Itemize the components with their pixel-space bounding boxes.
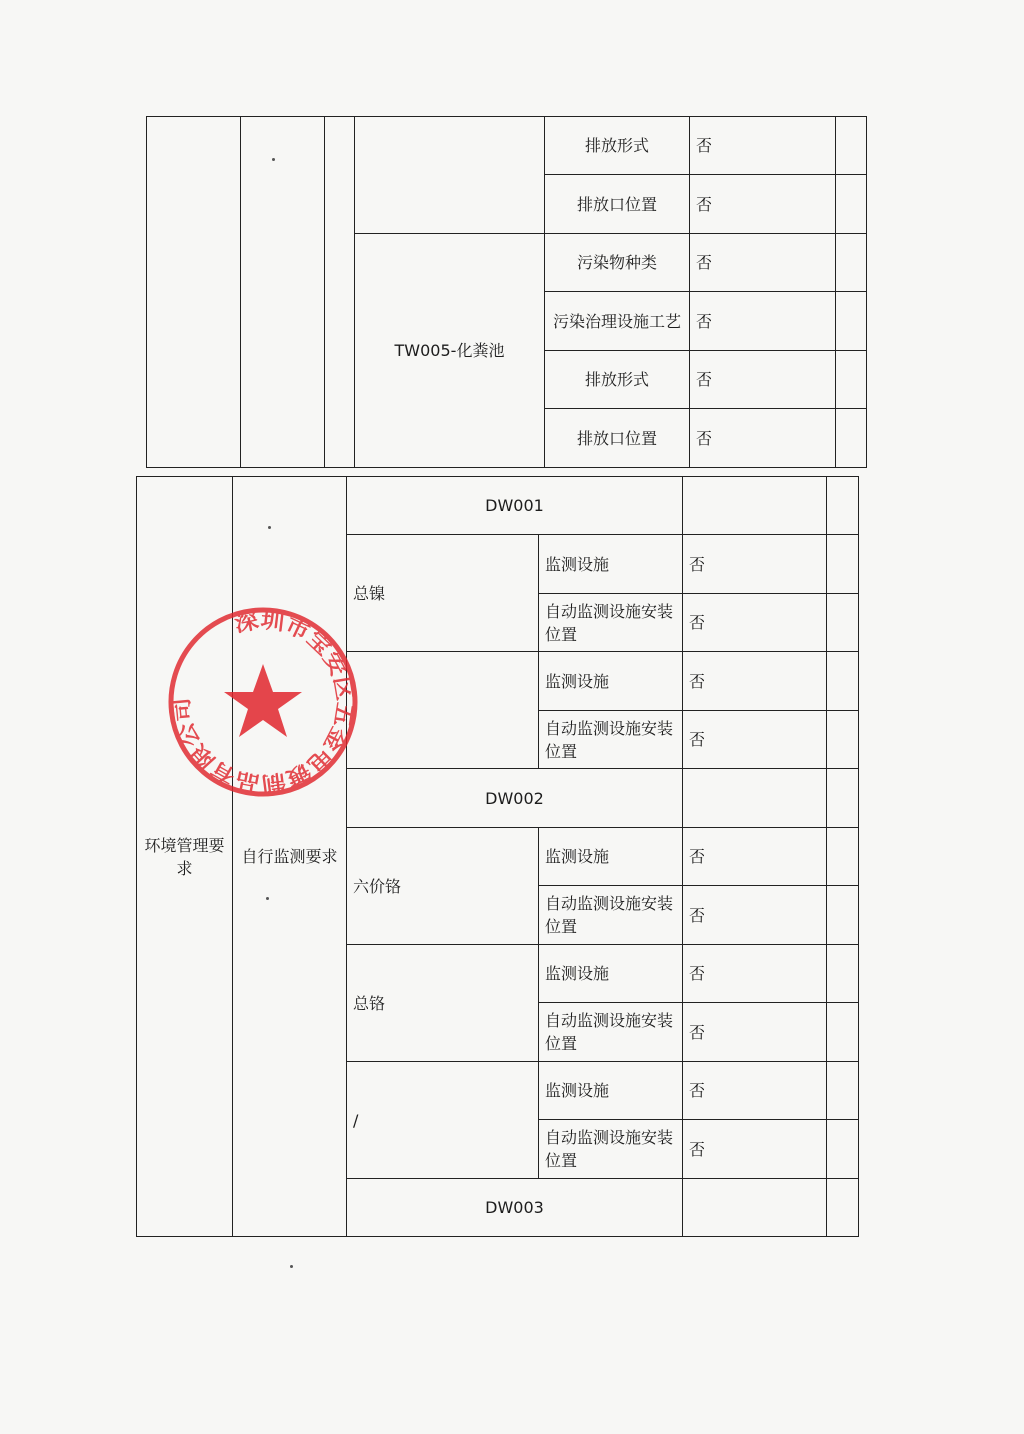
outlet-cell: DW002 xyxy=(347,769,683,828)
item-cell: 污染物种类 xyxy=(545,234,690,292)
item-cell: 排放形式 xyxy=(545,117,690,175)
value-cell-empty xyxy=(683,477,827,535)
remark-cell xyxy=(827,1003,859,1062)
remark-cell xyxy=(836,409,867,468)
item-cell: 排放口位置 xyxy=(545,175,690,234)
scan-speck xyxy=(266,897,269,900)
remark-cell xyxy=(836,234,867,292)
item-cell: 监测设施 xyxy=(539,945,683,1003)
value-cell: 否 xyxy=(690,234,836,292)
item-cell: 污染治理设施工艺 xyxy=(545,292,690,351)
category-cell: 环境管理要求 xyxy=(137,477,233,1237)
value-cell: 否 xyxy=(690,117,836,175)
remark-cell xyxy=(827,945,859,1003)
item-cell: 自动监测设施安装位置 xyxy=(539,1120,683,1179)
remark-cell xyxy=(827,886,859,945)
item-cell: 监测设施 xyxy=(539,652,683,711)
remark-cell xyxy=(827,1062,859,1120)
value-cell: 否 xyxy=(683,945,827,1003)
value-cell: 否 xyxy=(690,351,836,409)
value-cell: 否 xyxy=(683,886,827,945)
scan-speck xyxy=(272,158,275,161)
value-cell: 否 xyxy=(683,594,827,652)
value-cell: 否 xyxy=(690,292,836,351)
remark-cell xyxy=(827,1179,859,1237)
remark-cell xyxy=(827,594,859,652)
value-cell: 否 xyxy=(683,1062,827,1120)
source-cell-empty xyxy=(355,117,545,234)
value-cell: 否 xyxy=(683,652,827,711)
value-cell: 否 xyxy=(683,828,827,886)
category-cell-empty xyxy=(147,117,241,468)
remark-cell xyxy=(827,769,859,828)
remark-cell xyxy=(827,828,859,886)
remark-cell xyxy=(836,117,867,175)
item-cell: 监测设施 xyxy=(539,535,683,594)
blank-narrow-cell xyxy=(325,117,355,468)
item-cell: 监测设施 xyxy=(539,828,683,886)
item-cell: 自动监测设施安装位置 xyxy=(539,594,683,652)
pollutant-cell xyxy=(347,652,539,769)
scan-speck xyxy=(268,526,271,529)
pollutant-cell: 总铬 xyxy=(347,945,539,1062)
source-cell: TW005-化粪池 xyxy=(355,234,545,468)
remark-cell xyxy=(827,711,859,769)
subcategory-cell: 自行监测要求 xyxy=(233,477,347,1237)
pollutant-cell: 总镍 xyxy=(347,535,539,652)
remark-cell xyxy=(827,477,859,535)
pollutant-cell: 六价铬 xyxy=(347,828,539,945)
item-cell: 自动监测设施安装位置 xyxy=(539,711,683,769)
value-cell-empty xyxy=(683,769,827,828)
bottom-table xyxy=(136,476,859,1237)
scan-speck xyxy=(290,1265,293,1268)
top-table xyxy=(146,116,867,468)
remark-cell xyxy=(836,351,867,409)
item-cell: 排放口位置 xyxy=(545,409,690,468)
remark-cell xyxy=(827,535,859,594)
value-cell: 否 xyxy=(690,409,836,468)
subcategory-cell-empty xyxy=(241,117,325,468)
item-cell: 监测设施 xyxy=(539,1062,683,1120)
outlet-cell: DW001 xyxy=(347,477,683,535)
value-cell: 否 xyxy=(683,1003,827,1062)
value-cell: 否 xyxy=(683,1120,827,1179)
item-cell: 自动监测设施安装位置 xyxy=(539,886,683,945)
pollutant-cell: / xyxy=(347,1062,539,1179)
seal-lettering: 深圳市宝安区五金电镀制品有限公司 xyxy=(168,607,358,797)
value-cell-empty xyxy=(683,1179,827,1237)
remark-cell xyxy=(836,292,867,351)
value-cell: 否 xyxy=(683,535,827,594)
value-cell: 否 xyxy=(690,175,836,234)
outlet-cell: DW003 xyxy=(347,1179,683,1237)
remark-cell xyxy=(836,175,867,234)
value-cell: 否 xyxy=(683,711,827,769)
item-cell: 排放形式 xyxy=(545,351,690,409)
remark-cell xyxy=(827,652,859,711)
remark-cell xyxy=(827,1120,859,1179)
item-cell: 自动监测设施安装位置 xyxy=(539,1003,683,1062)
